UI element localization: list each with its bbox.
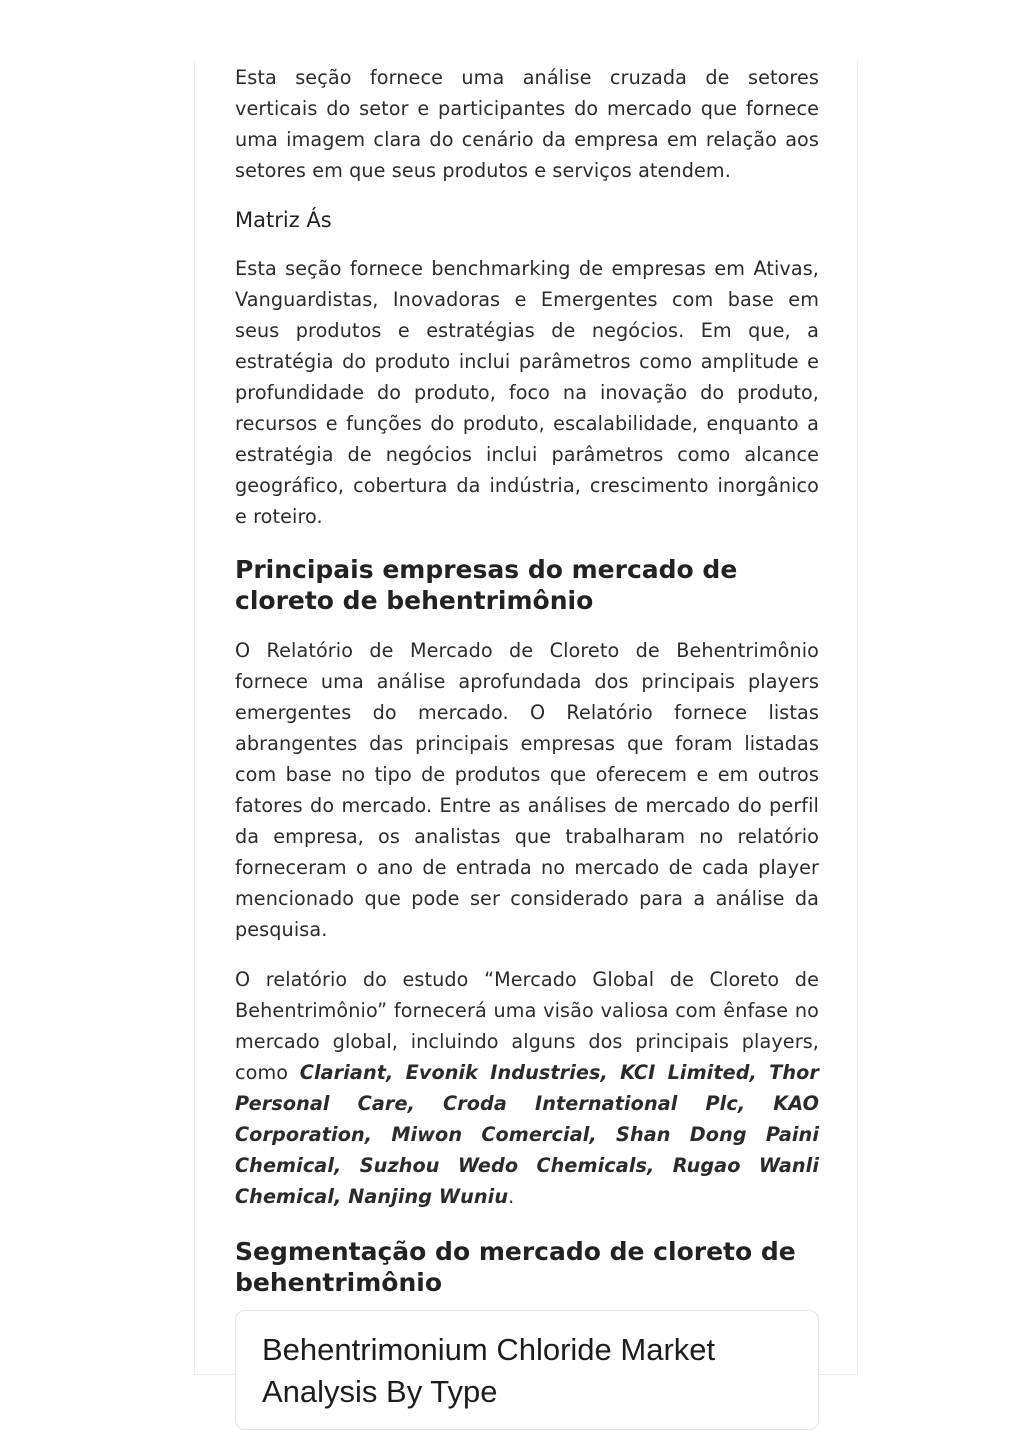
key-players-list: Clariant, Evonik Industries, KCI Limited, Thor Personal Care, Croda International Plc, KAO Corporation, Miwon Comercial, Shan Dong Paini Chemical, Suzhou Wedo Chemicals, Rugao Wanli Chemical, Nanjing Wuniu — [235, 1061, 819, 1208]
analysis-by-type-card — [235, 1310, 819, 1430]
article-card — [194, 60, 858, 1409]
article-content — [235, 60, 819, 1298]
study-report-intro: O relatório do estudo “Mercado Global de Cloreto de Behentrimônio” fornecerá uma visão valiosa com ênfase no mercado global, incluindo alguns dos principais players, como — [235, 968, 819, 1084]
study-report-paragraph — [235, 964, 819, 1212]
section-intro-paragraph: Esta seção fornece uma análise cruzada de setores verticais do setor e participantes do mercado que fornece uma imagem clara do cenário da empresa em relação aos setores em que seus produtos e serviços atendem. — [235, 66, 819, 182]
study-report-end: . — [508, 1185, 515, 1208]
top-companies-paragraph: O Relatório de Mercado de Cloreto de Behentrimônio fornece uma análise aprofundada dos principais players emergentes do mercado. O Relatório fornece listas abrangentes das principais empresas que foram listadas com base no tipo de produtos que oferecem e em outros fatores do mercado. Entre as análises de mercado do perfil da empresa, os analistas que trabalharam no relatório forneceram o ano de entrada no mercado de cada player mencionado que pode ser considerado para a análise da pesquisa. — [235, 639, 819, 941]
ace-matrix-paragraph: Esta seção fornece benchmarking de empresas em Ativas, Vanguardistas, Inovadoras e Emergentes com base em seus produtos e estratégias de negócios. Em que, a estratégia do produto inclui parâmetros como amplitude e profundidade do produto, foco na inovação do produto, recursos e funções do produto, escalabilidade, enquanto a estratégia de negócios inclui parâmetros como alcance geográfico, cobertura da indústria, crescimento inorgânico e roteiro. — [235, 257, 819, 528]
segmentation-heading: Segmentação do mercado de cloreto de behentrimônio — [235, 1237, 796, 1297]
ace-matrix-heading: Matriz Ás — [235, 208, 332, 232]
top-companies-heading: Principais empresas do mercado de cloreto de behentrimônio — [235, 555, 738, 615]
analysis-by-type-title: Behentrimonium Chloride Market Analysis By Type — [262, 1332, 716, 1409]
